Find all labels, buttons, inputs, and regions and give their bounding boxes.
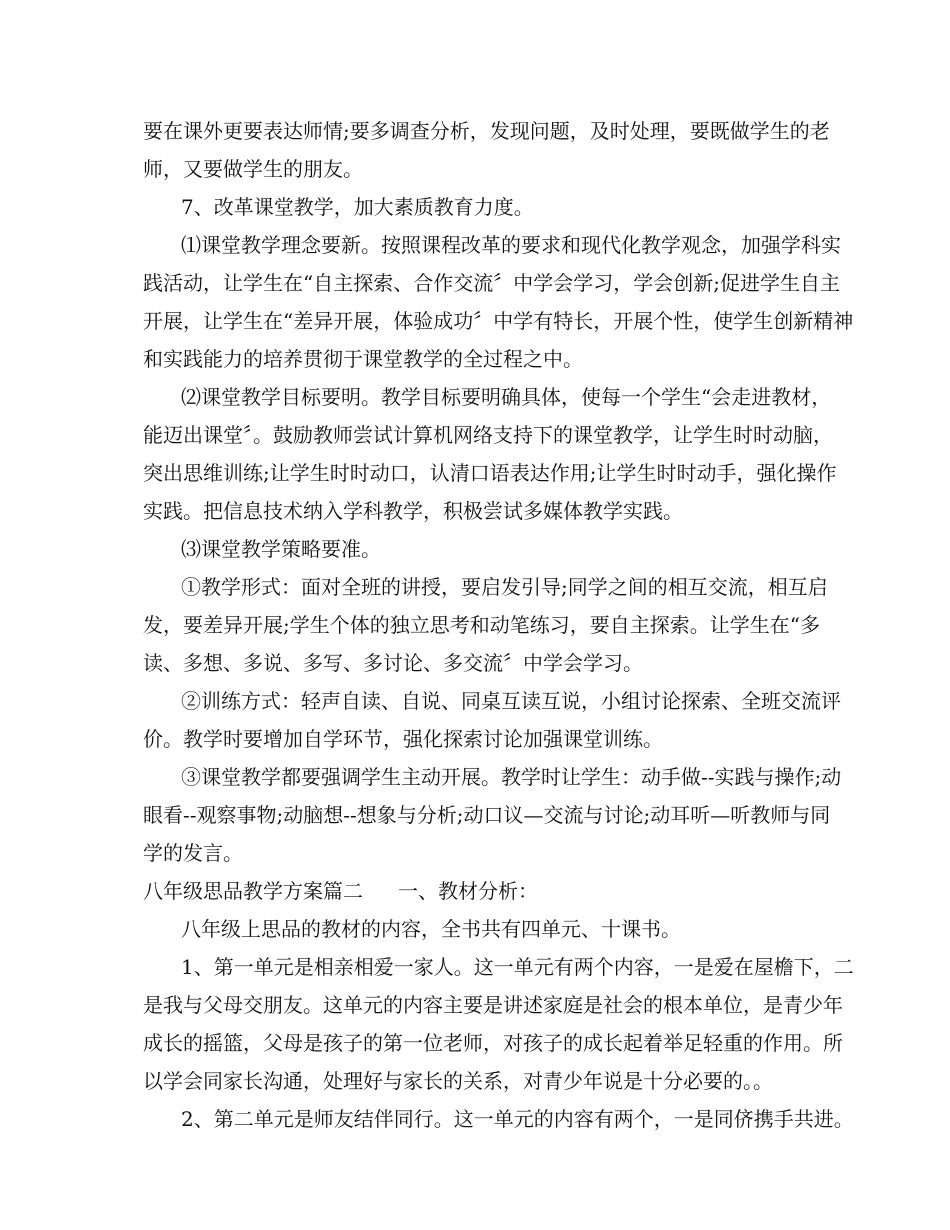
article-title: 八年级思品教学方案篇二 bbox=[143, 879, 363, 903]
text-line: 践活动，让学生在“自主探索、合作交流〞中学会学习，学会创新;促进学生自主 bbox=[143, 271, 840, 295]
text-line: ⑶课堂教学策略要准。 bbox=[181, 537, 381, 561]
text-line: 开展，让学生在“差异开展，体验成功〞中学有特长，开展个性，使学生创新精神 bbox=[143, 309, 854, 333]
text-line: 价。教学时要增加自学环节，强化探索讨论加强课堂训练。 bbox=[143, 727, 663, 751]
text-line: 成长的摇篮，父母是孩子的第一位老师，对孩子的成长起着举足轻重的作用。所 bbox=[143, 1031, 843, 1055]
text-line: 以学会同家长沟通，处理好与家长的关系，对青少年说是十分必要的。。 bbox=[143, 1069, 773, 1093]
text-line: ⑵课堂教学目标要明。教学目标要明确具体，使每一个学生“会走进教材， bbox=[181, 385, 832, 409]
text-line: 发，要差异开展;学生个体的独立思考和动笔练习，要自主探索。让学生在“多 bbox=[143, 613, 820, 637]
text-line: 1、第一单元是相亲相爱一家人。这一单元有两个内容，一是爱在屋檐下，二 bbox=[181, 955, 854, 979]
text-line: ③课堂教学都要强调学生主动开展。教学时让学生：动手做--实践与操作;动 bbox=[181, 765, 842, 789]
text-line: 是我与父母交朋友。这单元的内容主要是讲述家庭是社会的根本单位，是青少年 bbox=[143, 993, 843, 1017]
text-line: ②训练方式：轻声自读、自说、同桌互读互说，小组讨论探索、全班交流评 bbox=[181, 689, 841, 713]
text-line: 能迈出课堂〞。鼓励教师尝试计算机网络支持下的课堂教学，让学生时时动脑， bbox=[143, 423, 833, 447]
text-line: 2、第二单元是师友结伴同行。这一单元的内容有两个，一是同侪携手共进。 bbox=[181, 1107, 854, 1131]
text-line: 眼看--观察事物;动脑想--想象与分析;动口议—交流与讨论;动耳听—听教师与同 bbox=[143, 803, 831, 827]
text-line: 读、多想、多说、多写、多讨论、多交流〞中学会学习。 bbox=[143, 651, 643, 675]
text-line: ⑴课堂教学理念要新。按照课程改革的要求和现代化教学观念，加强学科实 bbox=[181, 233, 841, 257]
text-line: ①教学形式：面对全班的讲授，要启发引导;同学之间的相互交流，相互启 bbox=[181, 575, 828, 599]
section-heading: 一、教材分析： bbox=[398, 879, 538, 903]
text-line: 学的发言。 bbox=[143, 841, 243, 865]
section-heading: 7、改革课堂教学，加大素质教育力度。 bbox=[181, 195, 534, 219]
text-line: 实践。把信息技术纳入学科教学，积极尝试多媒体教学实践。 bbox=[143, 499, 683, 523]
text-line: 要在课外更要表达师情;要多调查分析，发现问题，及时处理，要既做学生的老 bbox=[143, 119, 830, 143]
text-line: 八年级上思品的教材的内容，全书共有四单元、十课书。 bbox=[181, 917, 681, 941]
text-line: 突出思维训练;让学生时时动口，认清口语表达作用;让学生时时动手，强化操作 bbox=[143, 461, 837, 485]
text-line: 和实践能力的培养贯彻于课堂教学的全过程之中。 bbox=[143, 347, 583, 371]
text-line: 师，又要做学生的朋友。 bbox=[143, 157, 363, 181]
